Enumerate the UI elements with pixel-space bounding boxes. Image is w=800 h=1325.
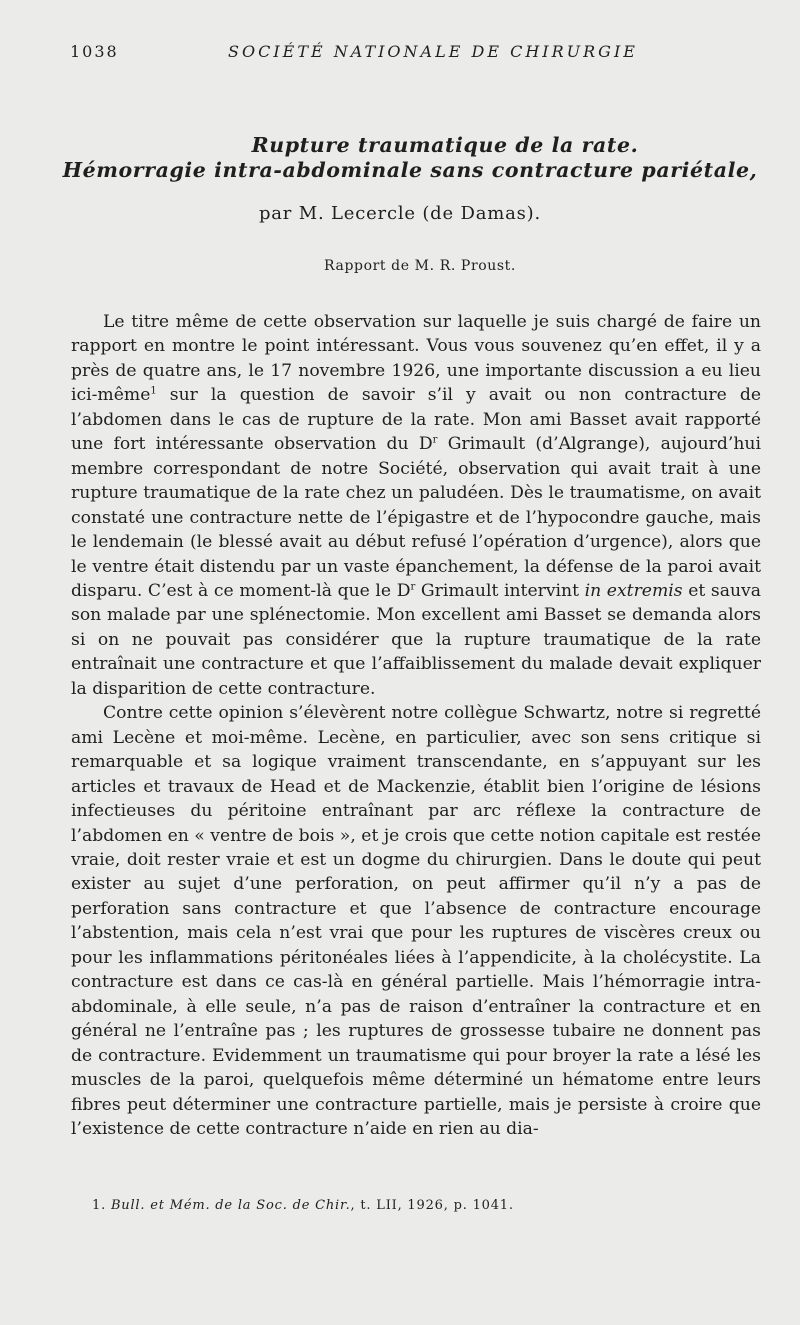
footnote-journal: Bull. et Mém. de la Soc. de Chir. <box>110 1198 351 1213</box>
p1-text-d: Grimault intervint <box>415 580 585 601</box>
journal-name: SOCIÉTÉ NATIONALE DE CHIRURGIE <box>228 42 638 61</box>
footnote-citation: , t. LII, 1926, p. 1041. <box>350 1198 514 1213</box>
footnote-ref: 1 <box>150 385 157 397</box>
article-body <box>71 310 761 1141</box>
title-abbrev-sup-2: r <box>410 581 416 593</box>
report-line: Rapport de M. R. Proust. <box>324 258 516 274</box>
article-title <box>60 133 760 183</box>
p1-text-e: et sauva son malade par une splénectomie. Mon excellent ami Basset se demanda alors si on ne pouvait pas considérer que la rupture traumatique de la rate entraînait une contracture et que l’affaiblissement du malade devait expliquer la disparition de cette contracture. <box>71 580 761 699</box>
title-line-1: Rupture traumatique de la rate. <box>251 133 639 157</box>
title-abbrev-sup: r <box>432 434 438 446</box>
page-number: 1038 <box>70 42 119 61</box>
p1-text-a: Le titre même de cette observation sur laquelle je suis chargé de faire un rapport en montre le point intéressant. Vous vous souvenez qu’en effet, il y a près de quatre ans, le 17 novembre 1926, une importante discussion a eu lieu ici-même <box>71 312 761 406</box>
paragraph-1 <box>71 310 761 701</box>
running-header <box>70 42 770 64</box>
p1-italic-phrase: in extremis <box>584 580 683 601</box>
footnote <box>92 1198 772 1213</box>
title-line-2: Hémorragie intra-abdominale sans contracture pariétale, <box>62 158 758 182</box>
p1-text-b: sur la question de savoir s’il y avait ou non contracture de l’abdomen dans le cas de rupture de la rate. Mon ami Basset avait rapporté une fort intéressante observation du D <box>71 385 761 455</box>
author-byline: par M. Lecercle (de Damas). <box>258 203 542 224</box>
footnote-number: 1. <box>92 1198 107 1213</box>
p1-text-c: Grimault (d’Algrange), aujourd’hui membre correspondant de notre Société, observation qui avait trait à une rupture traumatique de la rate chez un paludéen. Dès le traumatisme, on avait constaté une contracture nette de l’épigastre et de l’hypocondre gauche, mais le lendemain (le blessé avait au début refusé l’opération d’urgence), alors que le ventre était distendu par un vaste épanchement, la défense de la paroi avait disparu. C’est à ce moment-là que le D <box>71 434 761 601</box>
paragraph-2: Contre cette opinion s’élevèrent notre collègue Schwartz, notre si regretté ami Lecène et moi-même. Lecène, en particulier, avec son sens critique si remarquable et sa logique vraiment transcendante, en s’appuyant sur les articles et travaux de Head et de Mackenzie, établit bien l’origine de lésions infectieuses du péritoine entraînant par arc réflexe la contracture de l’abdomen en « ventre de bois », et je crois que cette notion capitale est restée vraie, doit rester vraie et est un dogme du chirurgien. Dans le doute qui peut exister au sujet d’une perforation, on peut affirmer qu’il n’y a pas de perforation sans contracture et que l’absence de contracture encourage l’abstention, mais cela n’est vrai que pour les ruptures de viscères creux ou pour les inflammations péritonéales liées à l’appendicite, à la cholécystite. La contracture est dans ce cas-là en général partielle. Mais l’hémorragie intra-abdominale, à elle seule, n’a pas de raison d’entraîner la contracture et en général ne l’entraîne pas ; les ruptures de grossesse tubaire ne donnent pas de contracture. Evidemment un traumatisme qui pour broyer la rate a lésé les muscles de la paroi, quelquefois même déterminé un hématome entre leurs fibres peut déterminer une contracture partielle, mais je persiste à croire que l’existence de cette contracture n’aide en rien au dia- <box>71 703 761 1139</box>
